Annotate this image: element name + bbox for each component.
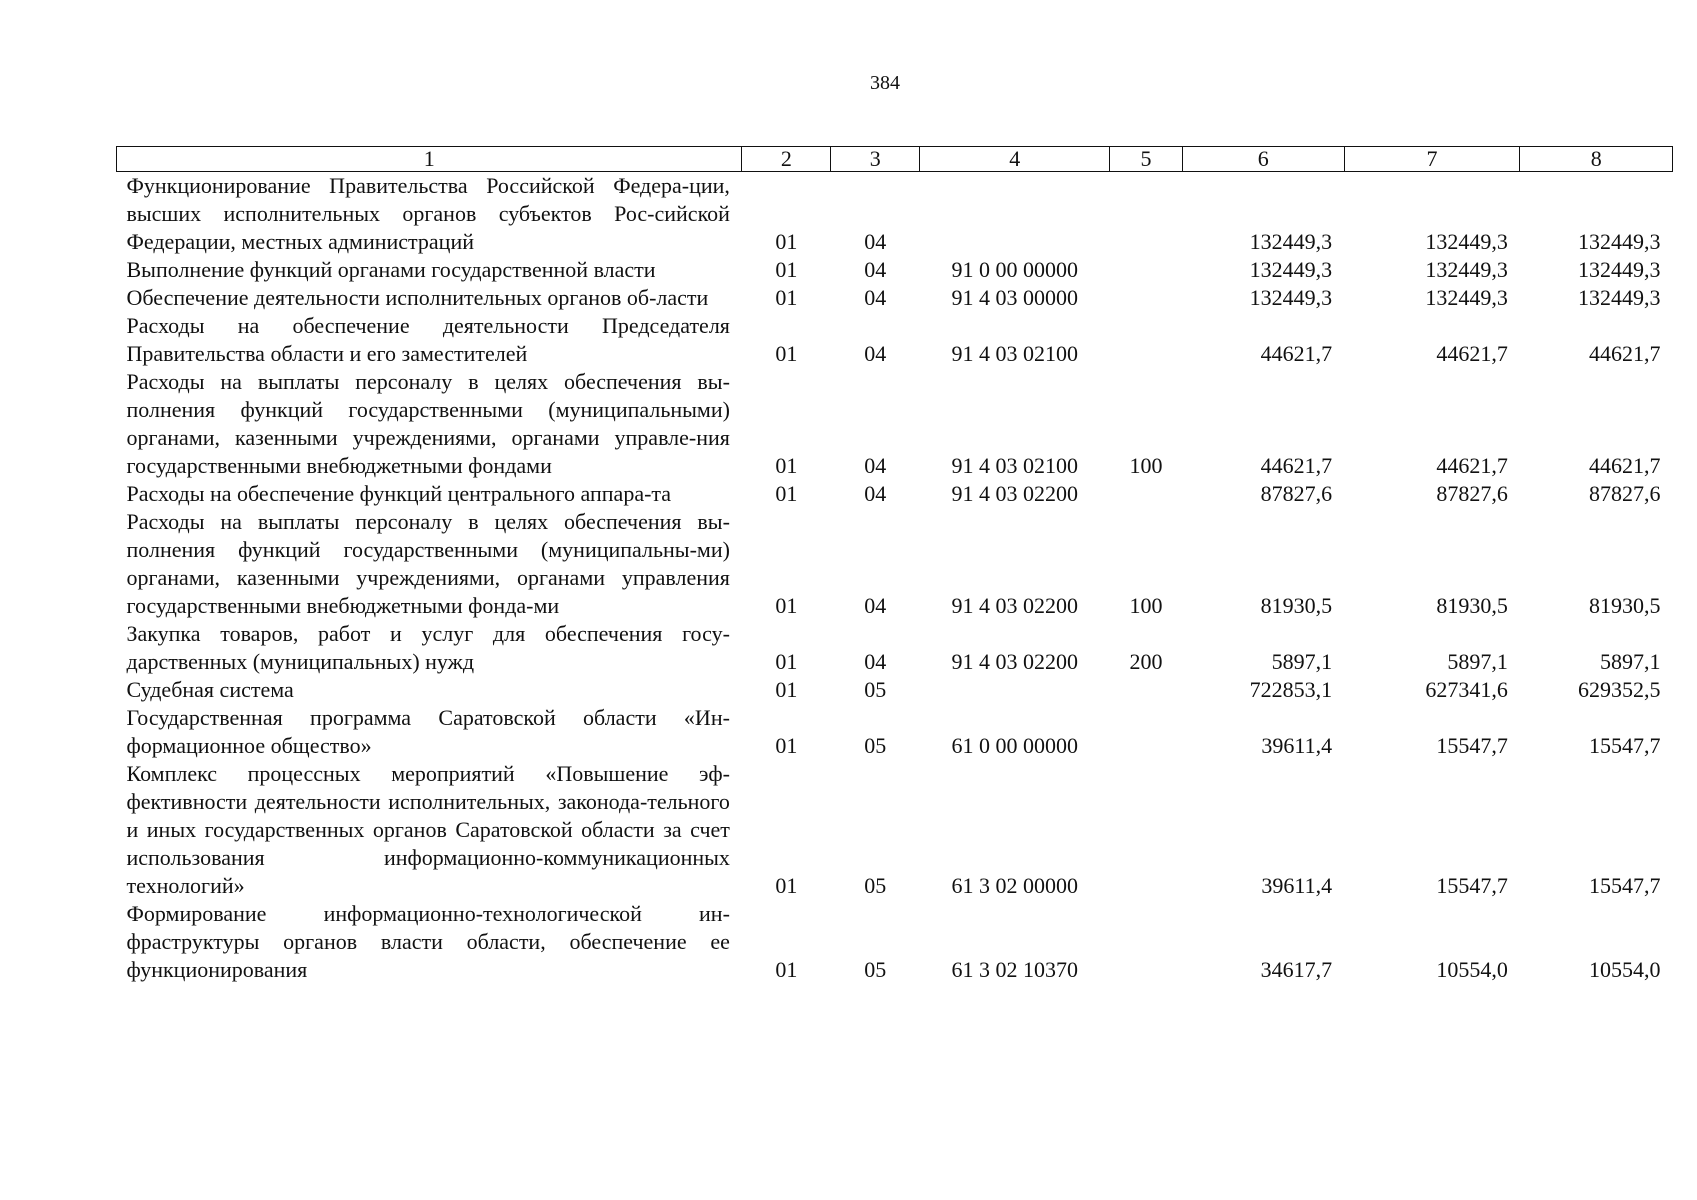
- amount-col7: 44621,7: [1436, 341, 1508, 366]
- amount-col6: 44621,7: [1260, 453, 1333, 478]
- table-header-row: [117, 147, 1673, 172]
- amount-col7: 81930,5: [1436, 593, 1508, 618]
- expense-type-code: 100: [1129, 593, 1163, 618]
- expense-type-code: [1110, 760, 1183, 900]
- target-article-code: 91 4 03 02200: [951, 593, 1078, 618]
- amount-col6: 39611,4: [1261, 733, 1333, 758]
- target-article-code: 91 4 03 02200: [951, 481, 1078, 506]
- amount-col6: 34617,7: [1260, 957, 1333, 982]
- amount-col6: 87827,6: [1260, 481, 1333, 506]
- amount-col8: 15547,7: [1589, 873, 1661, 898]
- expense-type-code: [1110, 900, 1183, 984]
- amount-col8: 81930,5: [1589, 593, 1661, 618]
- column-header: 8: [1520, 147, 1673, 172]
- table-row: [117, 256, 1673, 284]
- amount-col7: 10554,0: [1436, 957, 1508, 982]
- target-article-code: 91 4 03 02100: [951, 341, 1078, 366]
- amount-col7: 132449,3: [1425, 257, 1508, 282]
- amount-col7: 87827,6: [1436, 481, 1508, 506]
- section-code: 01: [775, 733, 798, 758]
- amount-col8: 44621,7: [1589, 453, 1661, 478]
- row-name: Выполнение функций органами государственной власти: [126, 257, 656, 282]
- expense-type-code: 200: [1129, 649, 1163, 674]
- section-code: 01: [775, 873, 798, 898]
- row-name: Государственная программа Саратовской области «Ин-формационное общество»: [126, 705, 730, 758]
- column-header: 1: [117, 147, 742, 172]
- row-name: Расходы на обеспечение деятельности Председателя Правительства области и его заместителей: [126, 313, 730, 366]
- section-code: 01: [775, 453, 798, 478]
- expense-type-code: [1110, 676, 1183, 704]
- amount-col6: 132449,3: [1249, 229, 1333, 254]
- amount-col6: 722853,1: [1249, 677, 1333, 702]
- section-code: 01: [775, 649, 798, 674]
- expense-type-code: [1110, 480, 1183, 508]
- table-row: [117, 368, 1673, 480]
- row-name: Судебная система: [126, 677, 294, 702]
- row-name: Формирование информационно-технологической ин-фраструктуры органов власти области, обеспечение ее функционирования: [126, 901, 730, 982]
- column-header: 5: [1110, 147, 1183, 172]
- target-article-code: 61 3 02 00000: [951, 873, 1078, 898]
- section-code: 01: [775, 677, 798, 702]
- expense-type-code: 100: [1129, 453, 1163, 478]
- subsection-code: 04: [864, 341, 887, 366]
- column-header: 3: [831, 147, 920, 172]
- expense-type-code: [1110, 284, 1183, 312]
- subsection-code: 05: [864, 873, 887, 898]
- amount-col8: 15547,7: [1589, 733, 1661, 758]
- section-code: 01: [775, 229, 798, 254]
- amount-col8: 629352,5: [1578, 677, 1661, 702]
- amount-col8: 87827,6: [1589, 481, 1661, 506]
- subsection-code: 04: [864, 229, 887, 254]
- expense-type-code: [1110, 172, 1183, 257]
- table-row: [117, 312, 1673, 368]
- amount-col6: 39611,4: [1261, 873, 1333, 898]
- row-name: Закупка товаров, работ и услуг для обеспечения госу-дарственных (муниципальных) нужд: [126, 621, 730, 674]
- table-row: [117, 172, 1673, 257]
- amount-col7: 44621,7: [1436, 453, 1508, 478]
- target-article-code: 91 4 03 00000: [951, 285, 1078, 310]
- amount-col7: 15547,7: [1436, 873, 1508, 898]
- table-row: [117, 480, 1673, 508]
- amount-col7: 132449,3: [1425, 229, 1508, 254]
- amount-col7: 15547,7: [1436, 733, 1508, 758]
- section-code: 01: [775, 341, 798, 366]
- target-article-code: 61 0 00 00000: [951, 733, 1078, 758]
- section-code: 01: [775, 257, 798, 282]
- amount-col6: 81930,5: [1260, 593, 1333, 618]
- section-code: 01: [775, 957, 798, 982]
- section-code: 01: [775, 285, 798, 310]
- row-name: Расходы на выплаты персоналу в целях обеспечения вы-полнения функций государственными (муниципальны-ми) органами, казенными учреждениями, органами управления государственными внебюджетными фонда-ми: [126, 509, 730, 618]
- amount-col8: 132449,3: [1578, 285, 1661, 310]
- subsection-code: 04: [864, 593, 887, 618]
- amount-col7: 132449,3: [1425, 285, 1508, 310]
- table-row: [117, 508, 1673, 620]
- column-header: 2: [742, 147, 831, 172]
- amount-col6: 44621,7: [1260, 341, 1333, 366]
- page-number: 384: [870, 72, 900, 94]
- amount-col6: 5897,1: [1271, 649, 1333, 674]
- amount-col8: 10554,0: [1589, 957, 1661, 982]
- budget-table: [116, 146, 1673, 984]
- amount-col6: 132449,3: [1249, 285, 1333, 310]
- column-header: 6: [1182, 147, 1344, 172]
- expense-type-code: [1110, 256, 1183, 284]
- table-row: [117, 900, 1673, 984]
- expense-type-code: [1110, 704, 1183, 760]
- target-article-code: 91 4 03 02100: [951, 453, 1078, 478]
- subsection-code: 04: [864, 649, 887, 674]
- table-row: [117, 284, 1673, 312]
- row-name: Комплекс процессных мероприятий «Повышение эф-фективности деятельности исполнительных, законода-тельного и иных государственных органов Саратовской области за счет использования информационно-коммуникационных технологий»: [126, 761, 730, 898]
- subsection-code: 04: [864, 285, 887, 310]
- amount-col8: 132449,3: [1578, 229, 1661, 254]
- amount-col7: 627341,6: [1425, 677, 1508, 702]
- target-article-code: [920, 676, 1110, 704]
- section-code: 01: [775, 481, 798, 506]
- subsection-code: 04: [864, 257, 887, 282]
- target-article-code: 61 3 02 10370: [951, 957, 1078, 982]
- subsection-code: 05: [864, 677, 887, 702]
- row-name: Расходы на выплаты персоналу в целях обеспечения вы-полнения функций государственными (муниципальными) органами, казенными учреждениями, органами управле-ния государственными внебюджетными фондами: [126, 369, 730, 478]
- subsection-code: 04: [864, 481, 887, 506]
- amount-col8: 132449,3: [1578, 257, 1661, 282]
- table-row: [117, 676, 1673, 704]
- row-name: Функционирование Правительства Российской Федера-ции, высших исполнительных органов субъектов Рос-сийской Федерации, местных администраций: [126, 173, 730, 254]
- target-article-code: 91 0 00 00000: [951, 257, 1078, 282]
- amount-col6: 132449,3: [1249, 257, 1333, 282]
- subsection-code: 05: [864, 957, 887, 982]
- column-header: 7: [1344, 147, 1520, 172]
- table-row: [117, 620, 1673, 676]
- subsection-code: 05: [864, 733, 887, 758]
- section-code: 01: [775, 593, 798, 618]
- column-header: 4: [920, 147, 1110, 172]
- subsection-code: 04: [864, 453, 887, 478]
- amount-col7: 5897,1: [1447, 649, 1508, 674]
- expense-type-code: [1110, 312, 1183, 368]
- amount-col8: 44621,7: [1589, 341, 1661, 366]
- amount-col8: 5897,1: [1600, 649, 1661, 674]
- row-name: Расходы на обеспечение функций центрального аппара-та: [126, 481, 672, 506]
- target-article-code: [920, 172, 1110, 257]
- target-article-code: 91 4 03 02200: [951, 649, 1078, 674]
- row-name: Обеспечение деятельности исполнительных органов об-ласти: [126, 285, 709, 310]
- table-row: [117, 704, 1673, 760]
- table-row: [117, 760, 1673, 900]
